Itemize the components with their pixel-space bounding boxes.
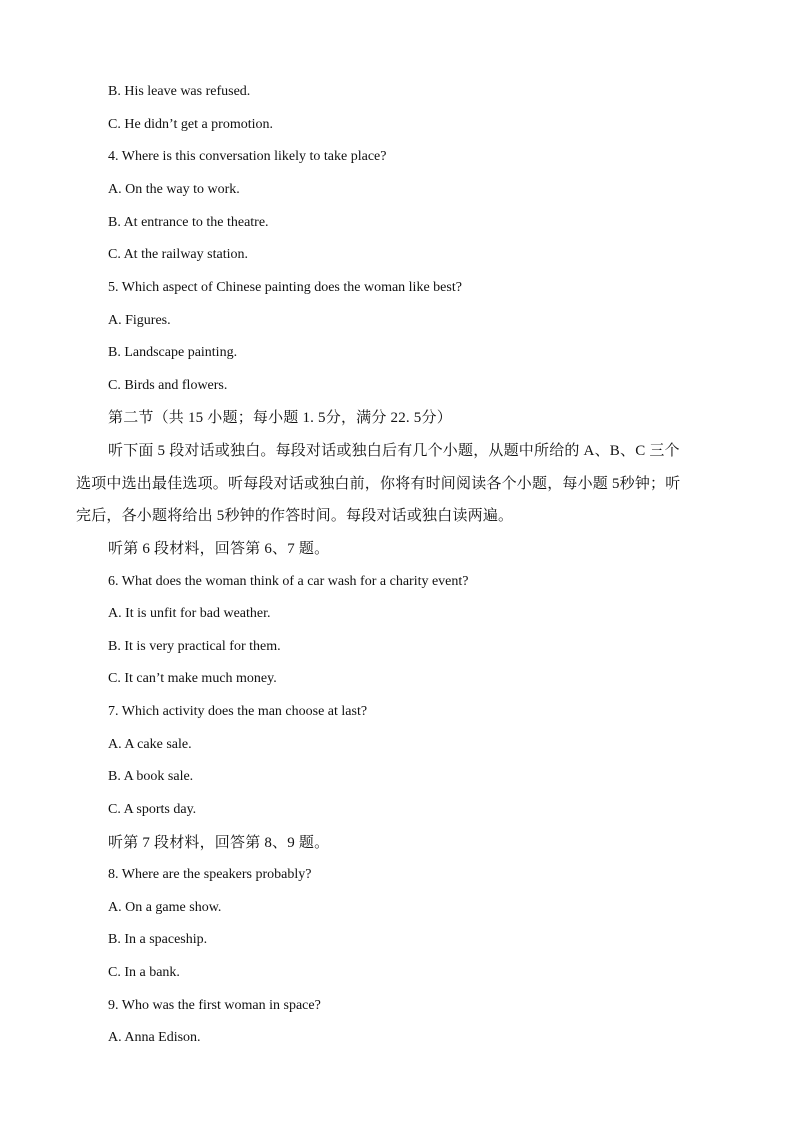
material-7-heading: 听第 7 段材料，回答第 8、9 题。	[108, 835, 330, 851]
q7-option-a: A. A cake sale.	[108, 737, 192, 752]
q6-option-a: A. It is unfit for bad weather.	[108, 606, 271, 621]
q5-option-b: B. Landscape painting.	[108, 345, 238, 360]
q4-option-a: A. On the way to work.	[108, 182, 240, 197]
q4-option-c: C. At the railway station.	[108, 247, 248, 262]
instructions-line-2: 选项中选出最佳选项。听每段对话或独白前，你将有时间阅读各个小题，每小题 5秒钟；听	[76, 476, 681, 492]
q3-option-b: B. His leave was refused.	[108, 84, 251, 99]
q3-option-c: C. He didn’t get a promotion.	[108, 117, 273, 132]
q8-option-b: B. In a spaceship.	[108, 932, 208, 947]
question-5: 5. Which aspect of Chinese painting does the woman like best?	[108, 280, 462, 295]
material-6-heading: 听第 6 段材料，回答第 6、7 题。	[108, 541, 330, 557]
question-8: 8. Where are the speakers probably?	[108, 867, 312, 882]
question-7: 7. Which activity does the man choose at last?	[108, 704, 368, 719]
question-6: 6. What does the woman think of a car wash for a charity event?	[108, 574, 469, 589]
instructions-line-1: 听下面 5 段对话或独白。每段对话或独白后有几个小题，从题中所给的 A、B、C 三个	[108, 443, 680, 459]
q9-option-a: A. Anna Edison.	[108, 1030, 201, 1045]
q8-option-a: A. On a game show.	[108, 900, 222, 915]
q4-option-b: B. At entrance to the theatre.	[108, 215, 269, 230]
q7-option-b: B. A book sale.	[108, 769, 194, 784]
q6-option-c: C. It can’t make much money.	[108, 671, 277, 686]
q6-option-b: B. It is very practical for them.	[108, 639, 281, 654]
q5-option-c: C. Birds and flowers.	[108, 378, 228, 393]
q8-option-c: C. In a bank.	[108, 965, 180, 980]
q5-option-a: A. Figures.	[108, 313, 171, 328]
q7-option-c: C. A sports day.	[108, 802, 197, 817]
question-4: 4. Where is this conversation likely to take place?	[108, 149, 387, 164]
question-9: 9. Who was the first woman in space?	[108, 998, 321, 1013]
section-2-heading: 第二节（共 15 小题；每小题 1. 5分，满分 22. 5分）	[108, 410, 452, 426]
instructions-line-3: 完后，各小题将给出 5秒钟的作答时间。每段对话或独白读两遍。	[76, 508, 514, 524]
